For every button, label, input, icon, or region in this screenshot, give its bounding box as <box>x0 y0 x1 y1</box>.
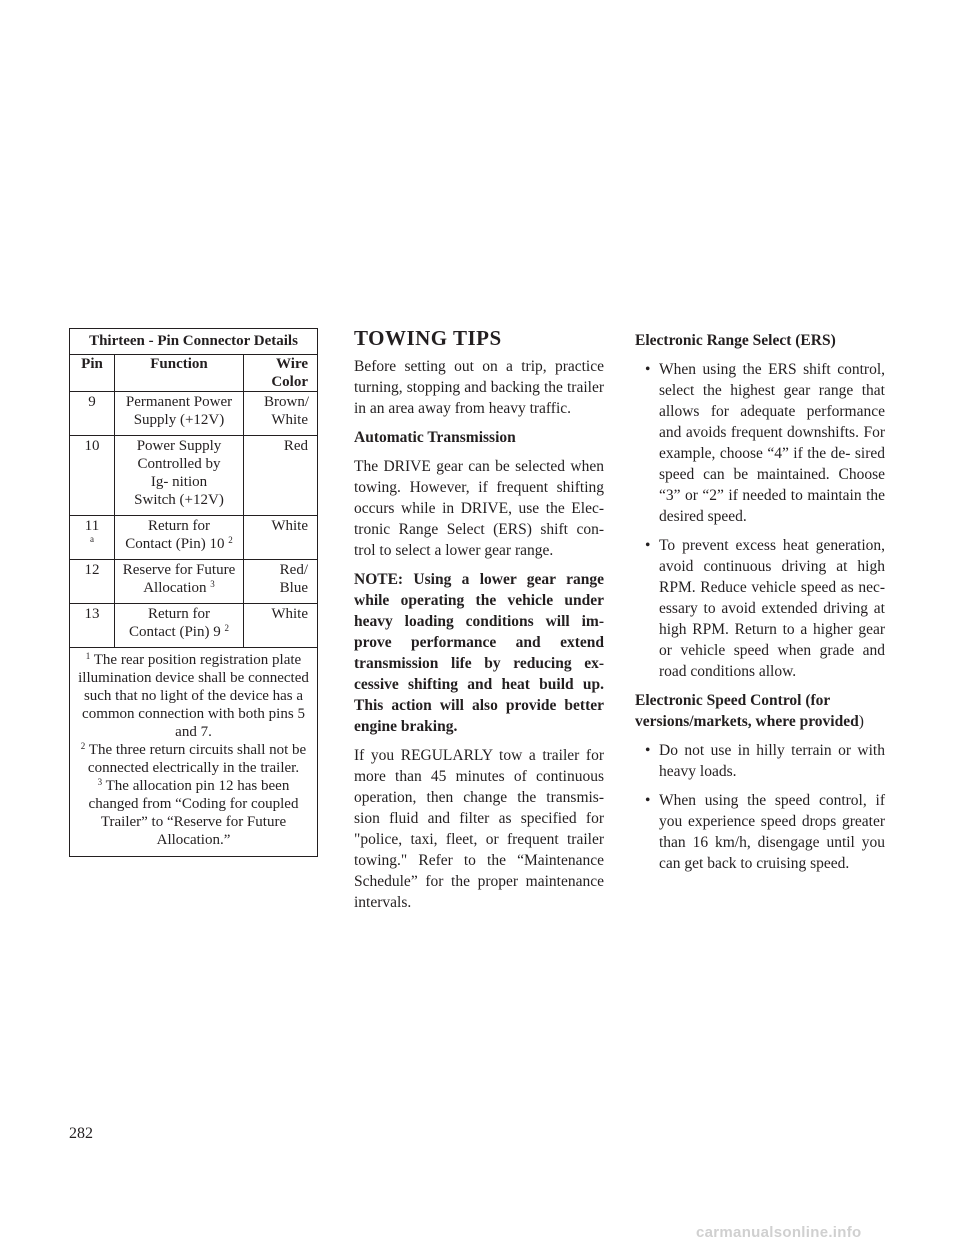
note-paragraph: NOTE: Using a lower gear range while operating the vehicle under heavy loading conditions will im- prove performance and extend transmission life by reducing ex- cessive shifting and heat build up. This action will also provide better engine braking. <box>354 571 604 735</box>
pin-cell: 10 <box>70 436 115 516</box>
function-cell: Return for Contact (Pin) 9 $^2$ <box>115 604 244 648</box>
table-row <box>70 392 318 436</box>
towing-tips-section <box>354 328 604 913</box>
table-row <box>70 560 318 604</box>
table-row <box>70 604 318 648</box>
function-cell: Return for Contact (Pin) 10 $^2$ <box>115 516 244 560</box>
color-cell: White <box>244 604 318 648</box>
table-footnotes <box>70 648 318 857</box>
table-row <box>70 436 318 516</box>
pin-cell: 11 a <box>70 516 115 560</box>
table-row <box>70 516 318 560</box>
speed-control-heading: Electronic Speed Control (for versions/markets, where provided) <box>635 692 864 730</box>
function-cell: Permanent Power Supply (+12V) <box>115 392 244 436</box>
intro-paragraph: Before setting out on a trip, practice turning, stopping and backing the trailer in an area away from heavy traffic. <box>354 358 604 417</box>
page-number: 282 <box>69 1125 93 1142</box>
header-pin: Pin <box>70 355 115 392</box>
list-item: • When using the ERS shift control, select the highest gear range that allows for adequate performance and avoids frequent downshifts. For example, choose “4” if the de- sired speed can be maintained. Choose “3” or “2” if needed to maintain the desired speed. <box>645 361 885 525</box>
table-title: Thirteen - Pin Connector Details <box>70 329 318 355</box>
list-item: • Do not use in hilly terrain or with heavy loads. <box>645 742 885 780</box>
color-cell: Red/ Blue <box>244 560 318 604</box>
footnote: $^2$ The three return circuits shall not be connected electrically in the trailer. <box>80 741 307 776</box>
regular-towing-paragraph: If you REGULARLY tow a trailer for more than 45 minutes of continuous operation, then change the transmis- sion fluid and filter as specified for "police, taxi, fleet, or frequent trailer towing." Refer to the “Maintenance Schedule” for the proper maintenance intervals. <box>354 747 604 911</box>
color-cell: White <box>244 516 318 560</box>
function-cell: Power Supply Controlled by Ig- nition Switch (+12V) <box>115 436 244 516</box>
pin-footnote-mark: a <box>90 534 94 544</box>
list-item: • When using the speed control, if you experience speed drops greater than 16 km/h, disengage until you can get back to cruising speed. <box>645 792 885 872</box>
pin-cell: 9 <box>70 392 115 436</box>
footnote: $^1$ The rear position registration plate illumination device shall be connected such that no light of the device has a common connection with both pins 5 and 7. <box>78 651 309 740</box>
pin-cell: 13 <box>70 604 115 648</box>
color-cell: Red <box>244 436 318 516</box>
header-wire-color: Wire Color <box>244 355 318 392</box>
function-cell: Reserve for Future Allocation $^3$ <box>115 560 244 604</box>
list-item: • To prevent excess heat generation, avoid continuous driving at high RPM. Reduce vehicle speed as nec- essary to avoid extended driving at high RPM. Return to a higher gear or vehicle speed when grade and road conditions allow. <box>645 537 885 680</box>
section-heading: TOWING TIPS <box>354 326 502 350</box>
automatic-transmission-heading: Automatic Transmission <box>354 429 516 446</box>
ers-heading: Electronic Range Select (ERS) <box>635 332 836 349</box>
watermark: carmanualsonline.info <box>696 1224 862 1241</box>
ers-section <box>635 328 885 874</box>
color-cell: Brown/ White <box>244 392 318 436</box>
pin-cell: 12 <box>70 560 115 604</box>
automatic-transmission-paragraph: The DRIVE gear can be selected when towing. However, if frequent shifting occurs while in DRIVE, use the Elec- tronic Range Select (ERS) shift con- trol to select a lower gear range. <box>354 458 604 559</box>
footnote: $^3$ The allocation pin 12 has been changed from “Coding for coupled Trailer” to “Reserve for Future Allocation.” <box>88 777 299 848</box>
connector-table <box>69 328 318 857</box>
header-function: Function <box>115 355 244 392</box>
